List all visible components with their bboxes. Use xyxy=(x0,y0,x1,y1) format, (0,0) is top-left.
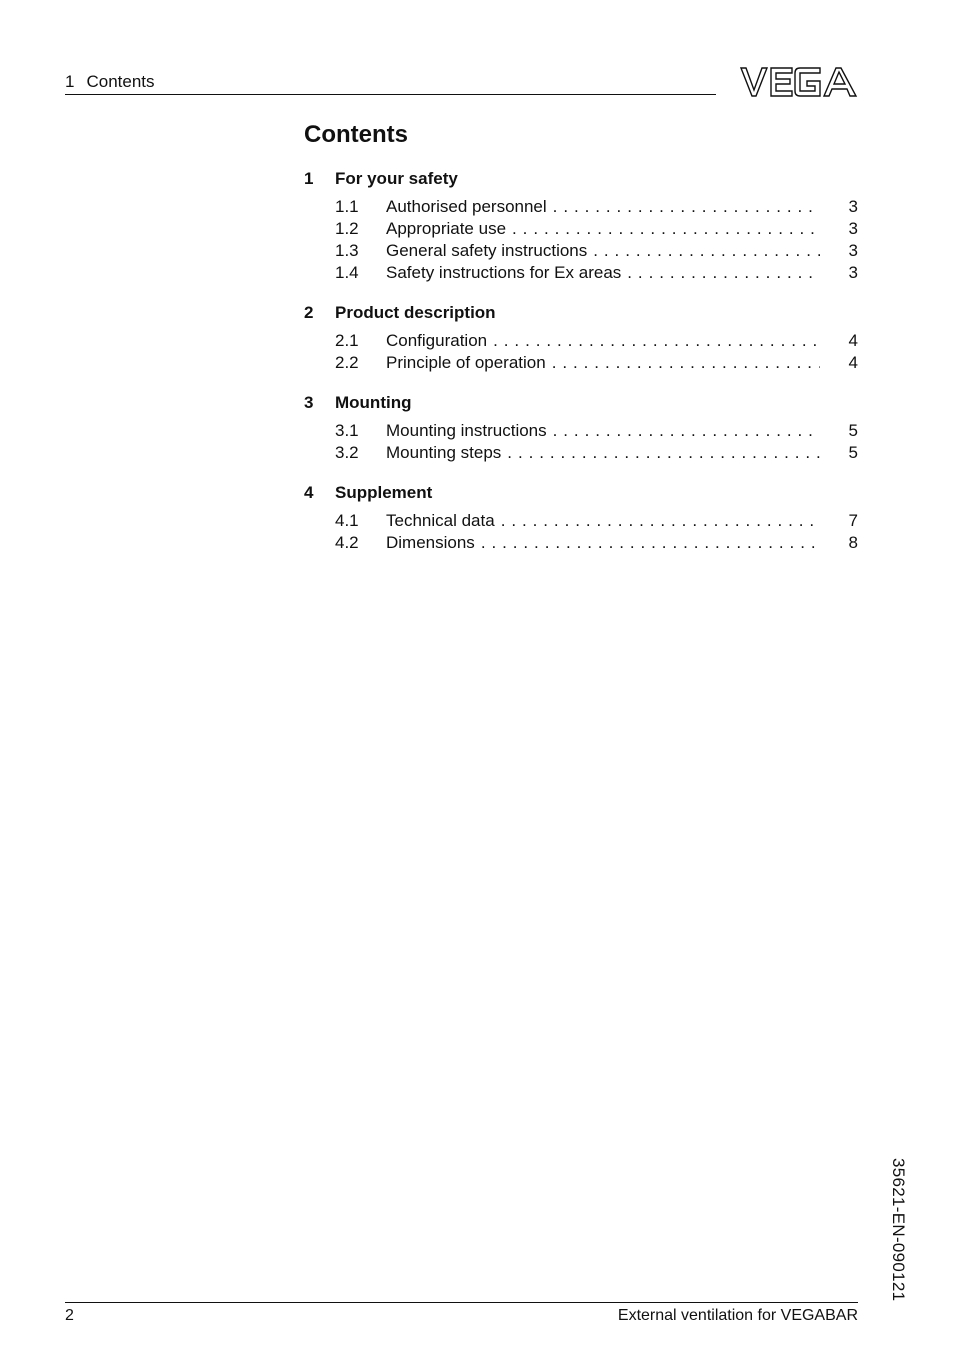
dot-leader xyxy=(627,262,820,284)
entry-page: 8 xyxy=(848,533,858,552)
section-title: Product description xyxy=(335,303,496,322)
entry-title: Dimensions xyxy=(386,533,475,552)
section-number: 1 xyxy=(304,169,314,188)
section-number: 3 xyxy=(304,393,314,412)
dot-leader xyxy=(593,240,820,262)
section-number: 2 xyxy=(304,303,314,322)
toc-section xyxy=(304,392,858,464)
dot-leader xyxy=(512,218,820,240)
entry-page: 7 xyxy=(848,511,858,530)
dot-leader xyxy=(493,330,820,352)
dot-leader xyxy=(553,196,820,218)
entry-number: 1.1 xyxy=(335,197,359,216)
section-number: 4 xyxy=(304,483,314,502)
entry-page: 3 xyxy=(848,241,858,260)
toc-section xyxy=(304,168,858,284)
entry-page: 5 xyxy=(848,421,858,440)
entry-title: Authorised personnel xyxy=(386,197,547,216)
entry-title: Safety instructions for Ex areas xyxy=(386,263,622,282)
document-code: 35621-EN-090121 xyxy=(889,1158,908,1302)
entry-title: Configuration xyxy=(386,331,488,350)
toc-section xyxy=(304,482,858,554)
entry-title: Mounting instructions xyxy=(386,421,547,440)
dot-leader xyxy=(501,510,820,532)
entry-number: 2.1 xyxy=(335,331,359,350)
entry-number: 4.2 xyxy=(335,533,359,552)
page-title: Contents xyxy=(304,121,408,148)
toc-entry[interactable] xyxy=(304,532,858,554)
entry-title: Mounting steps xyxy=(386,443,502,462)
toc-entry[interactable] xyxy=(304,420,858,442)
entry-page: 4 xyxy=(848,353,858,372)
table-of-contents xyxy=(304,121,858,572)
header-section-title: Contents xyxy=(86,72,155,91)
header-section-number: 1 xyxy=(65,72,75,91)
entry-page: 3 xyxy=(848,197,858,216)
toc-entry[interactable] xyxy=(304,240,858,262)
entry-number: 1.3 xyxy=(335,241,359,260)
toc-entry[interactable] xyxy=(304,196,858,218)
toc-entry[interactable] xyxy=(304,218,858,240)
section-heading[interactable] xyxy=(304,482,858,504)
running-header xyxy=(65,72,155,92)
section-title: For your safety xyxy=(335,169,458,188)
entry-title: Appropriate use xyxy=(386,219,507,238)
toc-section xyxy=(304,302,858,374)
footer-document-title: External ventilation for VEGABAR xyxy=(617,1307,858,1324)
section-heading[interactable] xyxy=(304,168,858,190)
entry-number: 4.1 xyxy=(335,511,359,530)
vega-logo xyxy=(740,66,858,98)
footer-page-number: 2 xyxy=(65,1307,74,1324)
header-divider xyxy=(65,94,716,95)
entry-page: 4 xyxy=(848,331,858,350)
footer-divider xyxy=(65,1302,858,1303)
dot-leader xyxy=(552,352,820,374)
section-title: Supplement xyxy=(335,483,433,502)
dot-leader xyxy=(481,532,820,554)
entry-title: Principle of operation xyxy=(386,353,546,372)
dot-leader xyxy=(553,420,820,442)
section-heading[interactable] xyxy=(304,302,858,324)
entry-page: 3 xyxy=(848,219,858,238)
section-heading[interactable] xyxy=(304,392,858,414)
entry-page: 5 xyxy=(848,443,858,462)
entry-number: 1.4 xyxy=(335,263,359,282)
entry-title: General safety instructions xyxy=(386,241,588,260)
toc-entry[interactable] xyxy=(304,262,858,284)
toc-entry[interactable] xyxy=(304,510,858,532)
entry-number: 2.2 xyxy=(335,353,359,372)
entry-number: 3.2 xyxy=(335,443,359,462)
entry-number: 3.1 xyxy=(335,421,359,440)
entry-page: 3 xyxy=(848,263,858,282)
entry-title: Technical data xyxy=(386,511,495,530)
entry-number: 1.2 xyxy=(335,219,359,238)
toc-entry[interactable] xyxy=(304,442,858,464)
toc-entry[interactable] xyxy=(304,330,858,352)
section-title: Mounting xyxy=(335,393,412,412)
toc-entry[interactable] xyxy=(304,352,858,374)
dot-leader xyxy=(507,442,820,464)
